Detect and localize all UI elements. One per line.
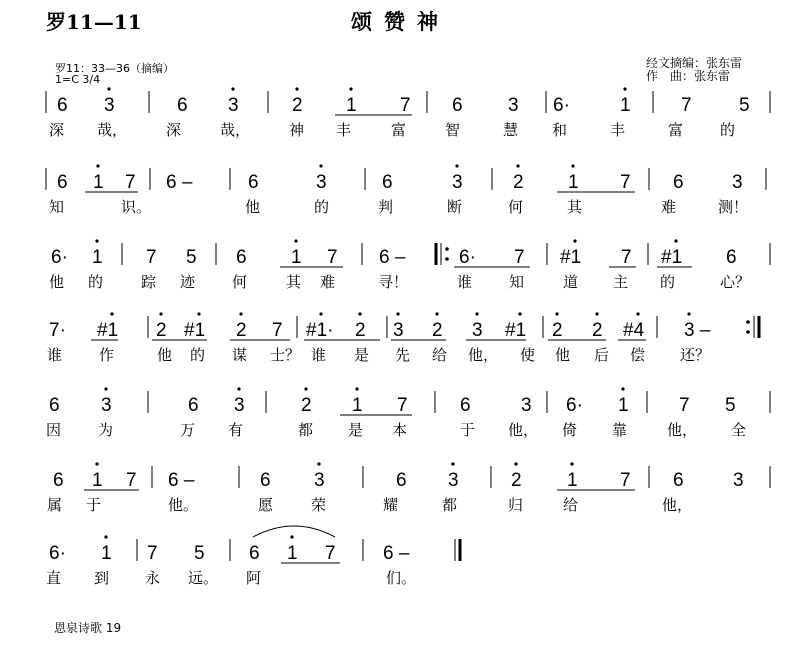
- repeat-dot: [746, 330, 750, 334]
- note: 2: [511, 470, 522, 491]
- octave-dot: [110, 312, 113, 315]
- note: 6 –: [383, 543, 410, 564]
- note: 5: [194, 543, 205, 564]
- octave-dot: [555, 312, 558, 315]
- octave-dot: [570, 462, 573, 465]
- lyric: 丰: [610, 121, 626, 139]
- note: 3: [521, 395, 532, 416]
- note: #1: [97, 320, 119, 341]
- lyric: 直: [46, 569, 62, 587]
- repeat-dot: [445, 257, 449, 261]
- note: 2: [432, 320, 443, 341]
- note: 3 –: [684, 320, 711, 341]
- book-reference: 罗11—11: [46, 10, 142, 34]
- note: 1: [287, 543, 298, 564]
- note: 6·: [459, 247, 476, 268]
- lyric: 本: [392, 421, 408, 439]
- note: 7: [126, 470, 137, 491]
- lyric: 士？: [270, 346, 301, 364]
- lyric: 谁: [457, 273, 473, 291]
- note: 6: [673, 470, 684, 491]
- octave-dot: [317, 462, 320, 465]
- lyric: 丰: [336, 121, 352, 139]
- note: 1: [618, 395, 629, 416]
- lyric: 是: [354, 346, 370, 364]
- lyric: 哉，: [220, 121, 251, 139]
- note: 7: [125, 172, 136, 193]
- lyric: 谁: [47, 346, 63, 364]
- note: 6: [249, 543, 260, 564]
- lyric: 的: [88, 273, 104, 291]
- note: 6: [673, 172, 684, 193]
- note: 1: [568, 172, 579, 193]
- octave-dot: [358, 312, 361, 315]
- note: #1: [661, 247, 683, 268]
- note: 1: [93, 172, 104, 193]
- note: 3: [228, 95, 239, 116]
- lyric: 万: [180, 421, 196, 439]
- note: 1: [352, 395, 363, 416]
- note: 6: [236, 247, 247, 268]
- note: 3: [316, 172, 327, 193]
- lyric: 他，: [508, 421, 539, 439]
- note: 7·: [49, 320, 66, 341]
- lyric: 富: [668, 121, 684, 139]
- lyric: 心？: [720, 273, 751, 291]
- lyric: 倚: [562, 421, 578, 439]
- octave-dot: [304, 387, 307, 390]
- octave-dot: [159, 312, 162, 315]
- note: 6: [726, 247, 737, 268]
- note: 6·: [51, 247, 68, 268]
- lyric: 阿: [246, 569, 262, 587]
- octave-dot: [349, 87, 352, 90]
- lyric: 谁: [311, 346, 327, 364]
- lyric: 他。: [168, 496, 199, 514]
- slur: [253, 526, 335, 537]
- lyric: 永: [145, 569, 161, 587]
- lyric: 荣: [311, 496, 327, 514]
- note: 6 –: [166, 172, 193, 193]
- lyric: 何: [508, 198, 524, 216]
- note: 3: [104, 95, 115, 116]
- lyric: 们。: [386, 569, 417, 587]
- lyric: 的: [660, 273, 676, 291]
- note: 1: [92, 470, 103, 491]
- note: 3: [234, 395, 245, 416]
- lyric: 因: [46, 421, 62, 439]
- lyric: 何: [232, 273, 248, 291]
- lyric: 富: [391, 121, 407, 139]
- lyric: 他，: [662, 496, 693, 514]
- note: 1: [620, 95, 631, 116]
- octave-dot: [104, 535, 107, 538]
- note: 6: [396, 470, 407, 491]
- note: 1: [101, 543, 112, 564]
- lyric: 为: [98, 421, 114, 439]
- octave-dot: [518, 312, 521, 315]
- lyric: 测！: [718, 198, 749, 216]
- octave-dot: [396, 312, 399, 315]
- note: 1: [291, 247, 302, 268]
- note: 7: [400, 95, 411, 116]
- note: 7: [681, 95, 692, 116]
- octave-dot: [95, 239, 98, 242]
- octave-dot: [595, 312, 598, 315]
- repeat-dot: [746, 320, 750, 324]
- lyric: 的: [314, 198, 330, 216]
- note: 7: [146, 247, 157, 268]
- lyric: 迹: [180, 273, 196, 291]
- lyric: 难: [661, 198, 677, 216]
- lyric: 主: [613, 273, 629, 291]
- octave-dot: [104, 387, 107, 390]
- lyric: 难: [320, 273, 336, 291]
- lyric: 属: [47, 496, 63, 514]
- lyric: 他，: [468, 346, 499, 364]
- lyric: 寻！: [378, 273, 409, 291]
- note: 2: [355, 320, 366, 341]
- note: 6: [248, 172, 259, 193]
- note: #4: [623, 320, 645, 341]
- octave-dot: [319, 164, 322, 167]
- note: 7: [327, 247, 338, 268]
- octave-dot: [516, 164, 519, 167]
- lyric: 先: [395, 346, 411, 364]
- lyric: 偿: [630, 346, 646, 364]
- note: #1: [560, 247, 582, 268]
- note: 7: [620, 172, 631, 193]
- lyric: 其: [567, 198, 583, 216]
- octave-dot: [319, 312, 322, 315]
- note: 6: [452, 95, 463, 116]
- octave-dot: [96, 164, 99, 167]
- octave-dot: [475, 312, 478, 315]
- note: 6: [460, 395, 471, 416]
- lyric: 其: [286, 273, 302, 291]
- repeat-dot: [445, 247, 449, 251]
- note: 3: [508, 95, 519, 116]
- lyric: 后: [594, 346, 610, 364]
- note: 2: [236, 320, 247, 341]
- octave-dot: [290, 535, 293, 538]
- lyric: 哉，: [97, 121, 128, 139]
- octave-dot: [295, 87, 298, 90]
- lyric: 知: [509, 273, 525, 291]
- octave-dot: [237, 387, 240, 390]
- note: 3: [732, 172, 743, 193]
- octave-dot: [571, 164, 574, 167]
- note: 6: [57, 95, 68, 116]
- octave-dot: [231, 87, 234, 90]
- composer-credit: 作 曲：张东雷: [646, 69, 731, 83]
- lyric: 作: [99, 346, 115, 364]
- octave-dot: [451, 462, 454, 465]
- note: 7: [325, 543, 336, 564]
- octave-dot: [107, 87, 110, 90]
- note: 6: [57, 172, 68, 193]
- lyric: 智: [445, 121, 461, 139]
- note: 2: [292, 95, 303, 116]
- note: 6: [260, 470, 271, 491]
- octave-dot: [197, 312, 200, 315]
- lyric: 道: [563, 273, 579, 291]
- lyric: 慧: [503, 121, 519, 139]
- octave-dot: [294, 239, 297, 242]
- note: 3: [733, 470, 744, 491]
- lyric: 踪: [141, 273, 157, 291]
- octave-dot: [239, 312, 242, 315]
- scripture-reference: 罗11：33—36（摘编）: [55, 62, 174, 75]
- lyric: 愿: [258, 496, 274, 514]
- lyric: 他: [157, 346, 173, 364]
- note: 3: [393, 320, 404, 341]
- note: 6 –: [379, 247, 406, 268]
- lyric: 使: [520, 346, 536, 364]
- note: 6: [49, 395, 60, 416]
- lyric: 的: [190, 346, 206, 364]
- note: 5: [725, 395, 736, 416]
- lyric: 于: [460, 421, 476, 439]
- note: 7: [621, 247, 632, 268]
- octave-dot: [621, 387, 624, 390]
- note: 6: [382, 172, 393, 193]
- lyric: 他: [49, 273, 65, 291]
- octave-dot: [95, 462, 98, 465]
- lyric: 远。: [188, 569, 219, 587]
- octave-dot: [623, 87, 626, 90]
- octave-dot: [674, 239, 677, 242]
- lyric: 归: [508, 496, 524, 514]
- lyric: 给: [432, 346, 448, 364]
- note: 7: [272, 320, 283, 341]
- note: 6·: [566, 395, 583, 416]
- note: 1: [567, 470, 578, 491]
- octave-dot: [573, 239, 576, 242]
- note: 3: [314, 470, 325, 491]
- note: 7: [620, 470, 631, 491]
- octave-dot: [687, 312, 690, 315]
- lyric: 全: [731, 421, 747, 439]
- note: 7: [679, 395, 690, 416]
- note: 2: [552, 320, 563, 341]
- note: #1·: [306, 320, 334, 341]
- lyric: 是: [348, 421, 364, 439]
- lyric: 他: [555, 346, 571, 364]
- note: 6: [177, 95, 188, 116]
- octave-dot: [355, 387, 358, 390]
- lyric: 识。: [121, 198, 152, 216]
- lyric: 谋: [232, 346, 248, 364]
- lyric: 耀: [383, 496, 399, 514]
- note: 5: [739, 95, 750, 116]
- note: #1: [505, 320, 527, 341]
- note: 2: [156, 320, 167, 341]
- octave-dot: [514, 462, 517, 465]
- note: 7: [147, 543, 158, 564]
- note: 6: [188, 395, 199, 416]
- lyric: 靠: [612, 421, 628, 439]
- lyric: 于: [86, 496, 102, 514]
- note: #1: [184, 320, 206, 341]
- lyric: 给: [563, 496, 579, 514]
- lyric: 还？: [680, 346, 711, 364]
- note: 6: [53, 470, 64, 491]
- lyric: 都: [442, 496, 458, 514]
- note: 5: [186, 247, 197, 268]
- lyric: 深: [49, 121, 65, 139]
- lyric: 判: [378, 198, 394, 216]
- note: 6 –: [168, 470, 195, 491]
- page-footer: 恩泉诗歌 19: [54, 621, 122, 635]
- note: 6·: [49, 543, 66, 564]
- lyric: 深: [166, 121, 182, 139]
- note: 3: [452, 172, 463, 193]
- note: 2: [301, 395, 312, 416]
- lyric: 他，: [667, 421, 698, 439]
- octave-dot: [636, 312, 639, 315]
- note: 2: [513, 172, 524, 193]
- lyric: 的: [720, 121, 736, 139]
- key-time-signature: 1=C 3/4: [55, 73, 101, 86]
- note: 3: [472, 320, 483, 341]
- note: 1: [346, 95, 357, 116]
- lyric: 他: [245, 198, 261, 216]
- note: 3: [101, 395, 112, 416]
- note: 7: [397, 395, 408, 416]
- lyric: 断: [447, 198, 463, 216]
- lyric: 都: [298, 421, 314, 439]
- octave-dot: [435, 312, 438, 315]
- lyric: 知: [49, 198, 65, 216]
- lyric: 神: [289, 121, 305, 139]
- arranger-credit: 经文摘编：张东雷: [646, 56, 743, 70]
- note: 2: [592, 320, 603, 341]
- song-title: 颂赞神: [351, 9, 450, 34]
- lyric: 到: [94, 569, 110, 587]
- note: 3: [448, 470, 459, 491]
- lyric: 有: [228, 421, 244, 439]
- note: 7: [514, 247, 525, 268]
- lyric: 和: [552, 121, 568, 139]
- note: 1: [92, 247, 103, 268]
- note: 6·: [553, 95, 570, 116]
- octave-dot: [455, 164, 458, 167]
